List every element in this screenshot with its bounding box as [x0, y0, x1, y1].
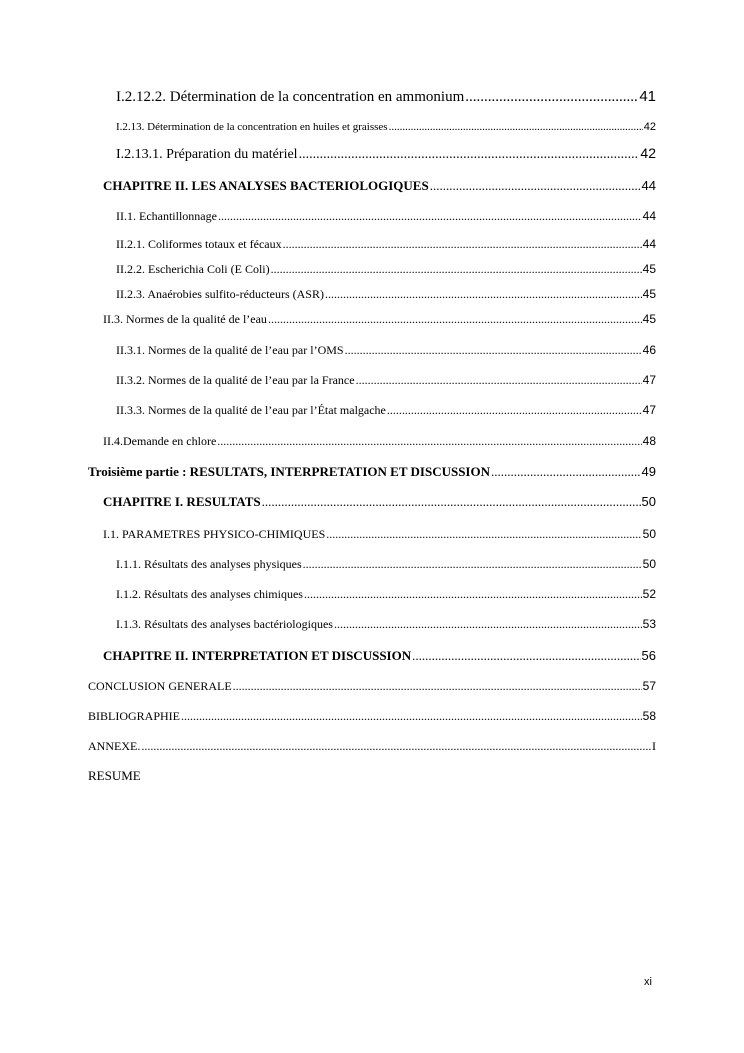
toc-entry-page: 46 — [642, 343, 656, 357]
toc-entry-page: 44 — [642, 209, 656, 223]
toc-entry-page: 58 — [642, 709, 656, 723]
toc-entry-title: CHAPITRE II. LES ANALYSES BACTERIOLOGIQUES — [103, 178, 429, 193]
toc-entry-title: CHAPITRE I. RESULTATS — [103, 494, 261, 509]
toc-entry-normes-malgache — [116, 403, 656, 418]
toc-entry-page: 50 — [641, 494, 656, 509]
toc-entry-parametres-physico-chimiques — [103, 527, 656, 542]
toc-entry-title: I.2.13.1. Préparation du matériel — [116, 147, 298, 162]
toc-entry-chapitre-resultats — [103, 494, 656, 510]
toc-entry-resultats-physiques — [116, 557, 656, 572]
toc-entry-ammonium — [116, 88, 656, 106]
toc-entry-page: 50 — [642, 557, 656, 571]
toc-entry-page: 57 — [642, 679, 656, 693]
toc-entry-page: 47 — [642, 403, 656, 417]
toc-entry-page: I — [652, 739, 656, 753]
toc-entry-normes-qualite — [103, 312, 656, 327]
toc-entry-asr — [116, 287, 656, 302]
toc-leader — [325, 287, 642, 302]
toc-entry-page: 41 — [639, 88, 656, 105]
toc-entry-page: 47 — [642, 373, 656, 387]
toc-entry-title: CHAPITRE II. INTERPRETATION ET DISCUSSION — [103, 648, 412, 663]
toc-entry-title: ANNEXE. — [88, 739, 141, 753]
toc-leader — [389, 121, 643, 133]
toc-entry-troisieme-partie — [88, 464, 656, 480]
toc-leader — [412, 648, 640, 664]
toc-entry-title: II.3. Normes de la qualité de l’eau — [103, 312, 267, 326]
toc-leader — [271, 262, 642, 277]
toc-entry-title: Troisième partie : RESULTATS, INTERPRETATION ET DISCUSSION — [88, 464, 490, 479]
toc-leader — [268, 312, 642, 327]
toc-leader — [430, 178, 641, 194]
toc-entry-chapitre-interpretation — [103, 648, 656, 664]
toc-leader — [356, 373, 642, 388]
toc-entry-bibliographie — [88, 709, 656, 724]
toc-entry-normes-france — [116, 373, 656, 388]
toc-entry-page: 42 — [643, 121, 656, 133]
toc-leader — [218, 209, 642, 224]
toc-leader — [283, 237, 642, 252]
toc-entry-title: I.2.12.2. Détermination de la concentration en ammonium — [116, 89, 465, 105]
toc-entry-title: II.4.Demande en chlore — [103, 434, 217, 448]
toc-entry-resume: RESUME — [88, 768, 141, 783]
toc-entry-title: II.3.1. Normes de la qualité de l’eau par l’OMS — [116, 343, 344, 357]
toc-entry-huiles-graisses — [116, 121, 656, 133]
page-number: xi — [644, 976, 652, 988]
toc-leader — [217, 434, 641, 449]
toc-entry-echantillonnage — [116, 209, 656, 224]
toc-leader — [304, 587, 642, 602]
toc-entry-demande-chlore — [103, 434, 656, 449]
toc-leader — [387, 403, 642, 418]
toc-leader — [262, 494, 641, 510]
toc-entry-chapitre-analyses-bacterio — [103, 178, 656, 194]
toc-entry-title: I.2.13. Détermination de la concentration en huiles et graisses — [116, 121, 388, 133]
toc-entry-page: 52 — [642, 587, 656, 601]
toc-entry-title: BIBLIOGRAPHIE — [88, 709, 180, 723]
toc-entry-page: 48 — [642, 434, 656, 448]
toc-entry-annexe — [88, 739, 656, 754]
toc-entry-title: II.2.1. Coliformes totaux et fécaux — [116, 237, 282, 251]
toc-entry-resultats-chimiques — [116, 587, 656, 602]
toc-entry-coliformes — [116, 237, 656, 252]
toc-entry-page: 45 — [642, 262, 656, 276]
toc-leader — [141, 739, 651, 754]
toc-leader — [326, 527, 641, 542]
toc-entry-title: II.2.2. Escherichia Coli (E Coli) — [116, 262, 270, 276]
toc-entry-page: 45 — [642, 287, 656, 301]
toc-leader — [334, 617, 642, 632]
toc-leader — [345, 343, 642, 358]
toc-leader — [181, 709, 642, 724]
toc-entry-page: 49 — [641, 464, 656, 479]
toc-entry-page: 42 — [640, 145, 656, 161]
toc-entry-conclusion — [88, 679, 656, 694]
toc-leader — [491, 464, 641, 480]
toc-entry-resultats-bacterio — [116, 617, 656, 632]
toc-entry-escherichia-coli — [116, 262, 656, 277]
toc-leader — [233, 679, 642, 694]
toc-entry-title: I.1. PARAMETRES PHYSICO-CHIMIQUES — [103, 527, 326, 541]
toc-entry-title: II.2.3. Anaérobies sulfito-réducteurs (ASR) — [116, 287, 324, 301]
toc-entry-page: 56 — [641, 648, 656, 663]
toc-entry-page: 45 — [642, 312, 656, 326]
toc-entry-page: 44 — [641, 178, 656, 193]
toc-leader — [299, 147, 640, 163]
toc-entry-title: II.3.2. Normes de la qualité de l’eau par la France — [116, 373, 355, 387]
toc-entry-title: I.1.1. Résultats des analyses physiques — [116, 557, 302, 571]
toc-entry-page: 44 — [642, 237, 656, 251]
toc-entry-title: I.1.2. Résultats des analyses chimiques — [116, 587, 303, 601]
toc-entry-title: II.1. Echantillonnage — [116, 209, 217, 223]
toc-entry-title: I.1.3. Résultats des analyses bactériologiques — [116, 617, 333, 631]
toc-leader — [465, 89, 638, 106]
toc-entry-page: 53 — [642, 617, 656, 631]
toc-entry-title: II.3.3. Normes de la qualité de l’eau par l’État malgache — [116, 403, 386, 417]
toc-entry-page: 50 — [642, 527, 656, 541]
toc-entry-preparation-materiel — [116, 145, 656, 163]
toc-entry-normes-oms — [116, 343, 656, 358]
toc-entry-title: CONCLUSION GENERALE — [88, 679, 232, 693]
toc-leader — [303, 557, 642, 572]
